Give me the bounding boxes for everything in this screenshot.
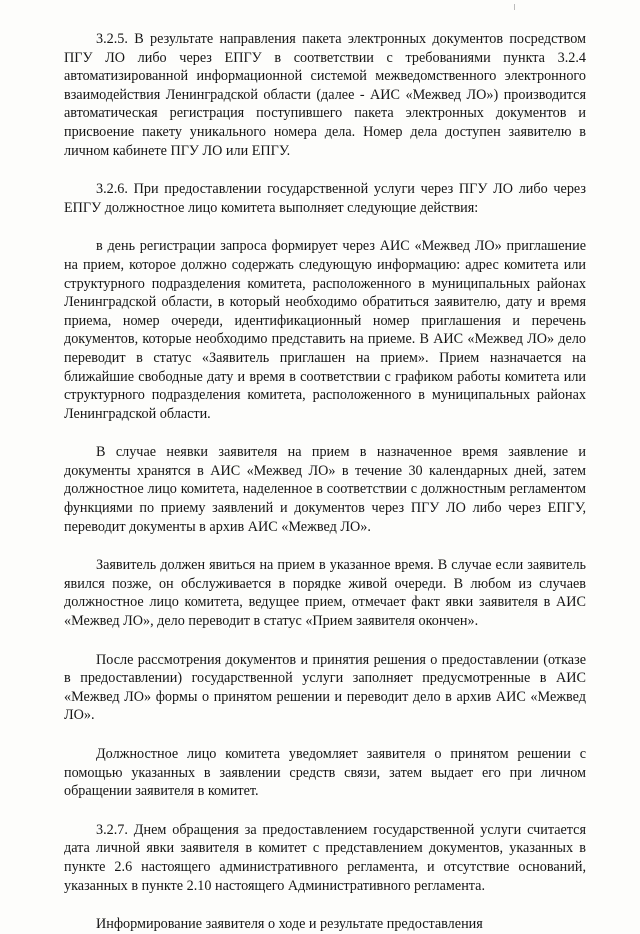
paragraph-no-show: В случае неявки заявителя на прием в назначенное время заявление и документы хранятся в АИС «Межвед ЛО» в течение 30 календарных дней, затем должностное лицо комитета, наделенное в соответствии с должностным регламентом функциями по приему заявлений и документов через ПГУ ЛО либо через ЕПГУ, переводит документы в архив АИС «Межвед ЛО». bbox=[64, 444, 586, 535]
paragraph-after-review: После рассмотрения документов и принятия решения о предоставлении (отказе в предоставлении) государственной услуги заполняет предусмотренные в АИС «Межвед ЛО» формы о принятом решении и переводит дело в архив АИС «Межвед ЛО». bbox=[64, 651, 586, 724]
paragraph-informing: Информирование заявителя о ходе и результате предоставления bbox=[96, 916, 483, 933]
paragraph-3-2-5: 3.2.5. В результате направления пакета электронных документов посредством ПГУ ЛО либо через ЕПГУ в соответствии с требованиями пункта 3.2.4 автоматизированной информационной системой межведомственного электронного взаимодействия Ленинградской области (далее - АИС «Межвед ЛО») производится автоматическая регистрация поступившего пакета электронных документов и присвоение пакету уникального номера дела. Номер дела доступен заявителю в личном кабинете ПГУ ЛО или ЕПГУ. bbox=[64, 31, 586, 159]
paragraph-notification: Должностное лицо комитета уведомляет заявителя о принятом решении с помощью указанных в заявлении средств связи, затем выдает его при личном обращении заявителя в комитет. bbox=[64, 746, 586, 800]
paragraph-3-2-6: 3.2.6. При предоставлении государственной услуги через ПГУ ЛО либо через ЕПГУ должностное лицо комитета выполняет следующие действия: bbox=[64, 181, 586, 216]
scan-artifact bbox=[514, 4, 515, 10]
paragraph-registration-day: в день регистрации запроса формирует через АИС «Межвед ЛО» приглашение на прием, которое должно содержать следующую информацию: адрес комитета или структурного подразделения комитета, расположенного в муниципальных районах Ленинградской области, в который необходимо обратиться заявителю, дату и время приема, номер очереди, идентификационный номер приглашения и перечень документов, которые необходимо представить на приеме. В АИС «Межвед ЛО» дело переводит в статус «Заявитель приглашен на прием». Прием назначается на ближайшие свободные дату и время в соответствии с графиком работы комитета или структурного подразделения комитета, расположенного в муниципальных районах Ленинградской области. bbox=[64, 238, 586, 422]
paragraph-appointment: Заявитель должен явиться на прием в указанное время. В случае если заявитель явился позже, он обслуживается в порядке живой очереди. В любом из случаев должностное лицо комитета, ведущее прием, отмечает факт явки заявителя в АИС «Межвед ЛО», дело переводит в статус «Прием заявителя окончен». bbox=[64, 557, 586, 630]
paragraph-3-2-7: 3.2.7. Днем обращения за предоставлением государственной услуги считается дата личной явки заявителя в комитет с представлением документов, указанных в пункте 2.6 настоящего административного регламента, и отсутствие оснований, указанных в пункте 2.10 настоящего Административного регламента. bbox=[64, 821, 586, 894]
